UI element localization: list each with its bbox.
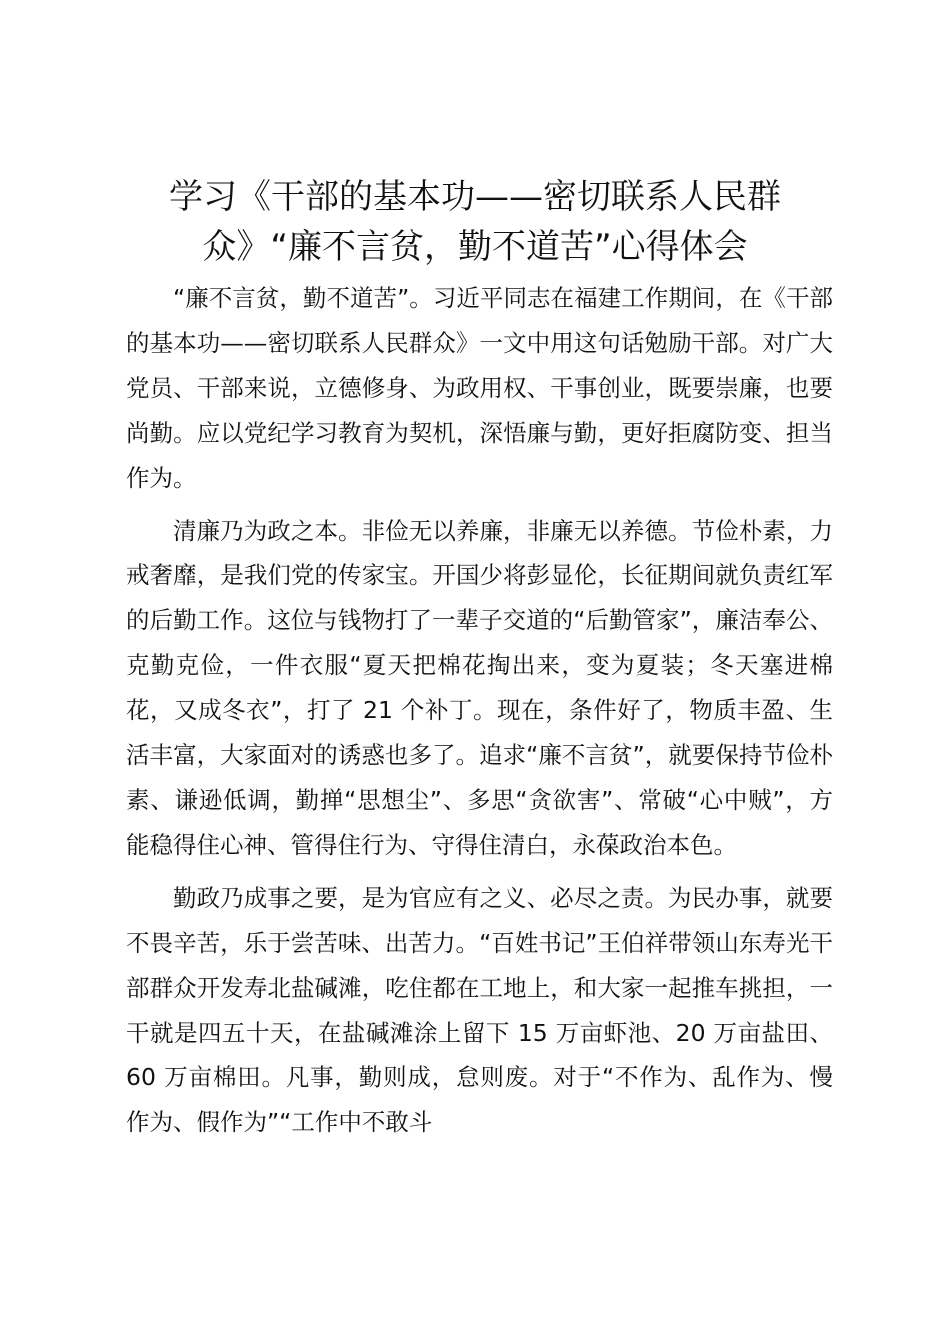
paragraph-2: 清廉乃为政之本。非俭无以养廉，非廉无以养德。节俭朴素，力戒奢靡，是我们党的传家宝。开国少将彭显伦，长征期间就负责红军的后勤工作。这位与钱物打了一辈子交道的“后勤管家”，廉洁奉公、克勤克俭，一件衣服“夏天把棉花掏出来，变为夏装；冬天塞进棉花，又成冬衣”，打了 21 个补丁。现在，条件好了，物质丰盈、生活丰富，大家面对的诱惑也多了。追求“廉不言贫”，就要保持节俭朴素、谦逊低调，勤掸“思想尘”、多思“贪欲害”、常破“心中贼”，方能稳得住心神、管得住行为、守得住清白，永葆政治本色。	[126, 516, 833, 859]
document-title: 学习《干部的基本功——密切联系人民群众》“廉不言贫，勤不道苦”心得体会	[169, 177, 781, 267]
paragraph-1: “廉不言贫，勤不道苦”。习近平同志在福建工作期间，在《干部的基本功——密切联系人民群众》一文中用这句话勉励干部。对广大党员、干部来说，立德修身、为政用权、干事创业，既要崇廉，也要尚勤。应以党纪学习教育为契机，深悟廉与勤，更好拒腐防变、担当作为。	[126, 284, 833, 492]
document-body	[126, 276, 833, 1145]
paragraph-3: 勤政乃成事之要，是为官应有之义、必尽之责。为民办事，就要不畏辛苦，乐于尝苦味、出苦力。“百姓书记”王伯祥带领山东寿光干部群众开发寿北盐碱滩，吃住都在工地上，和大家一起推车挑担，一干就是四五十天，在盐碱滩涂上留下 15 万亩虾池、20 万亩盐田、60 万亩棉田。凡事，勤则成，怠则废。对于“不作为、乱作为、慢作为、假作为”“工作中不敢斗	[126, 883, 833, 1137]
